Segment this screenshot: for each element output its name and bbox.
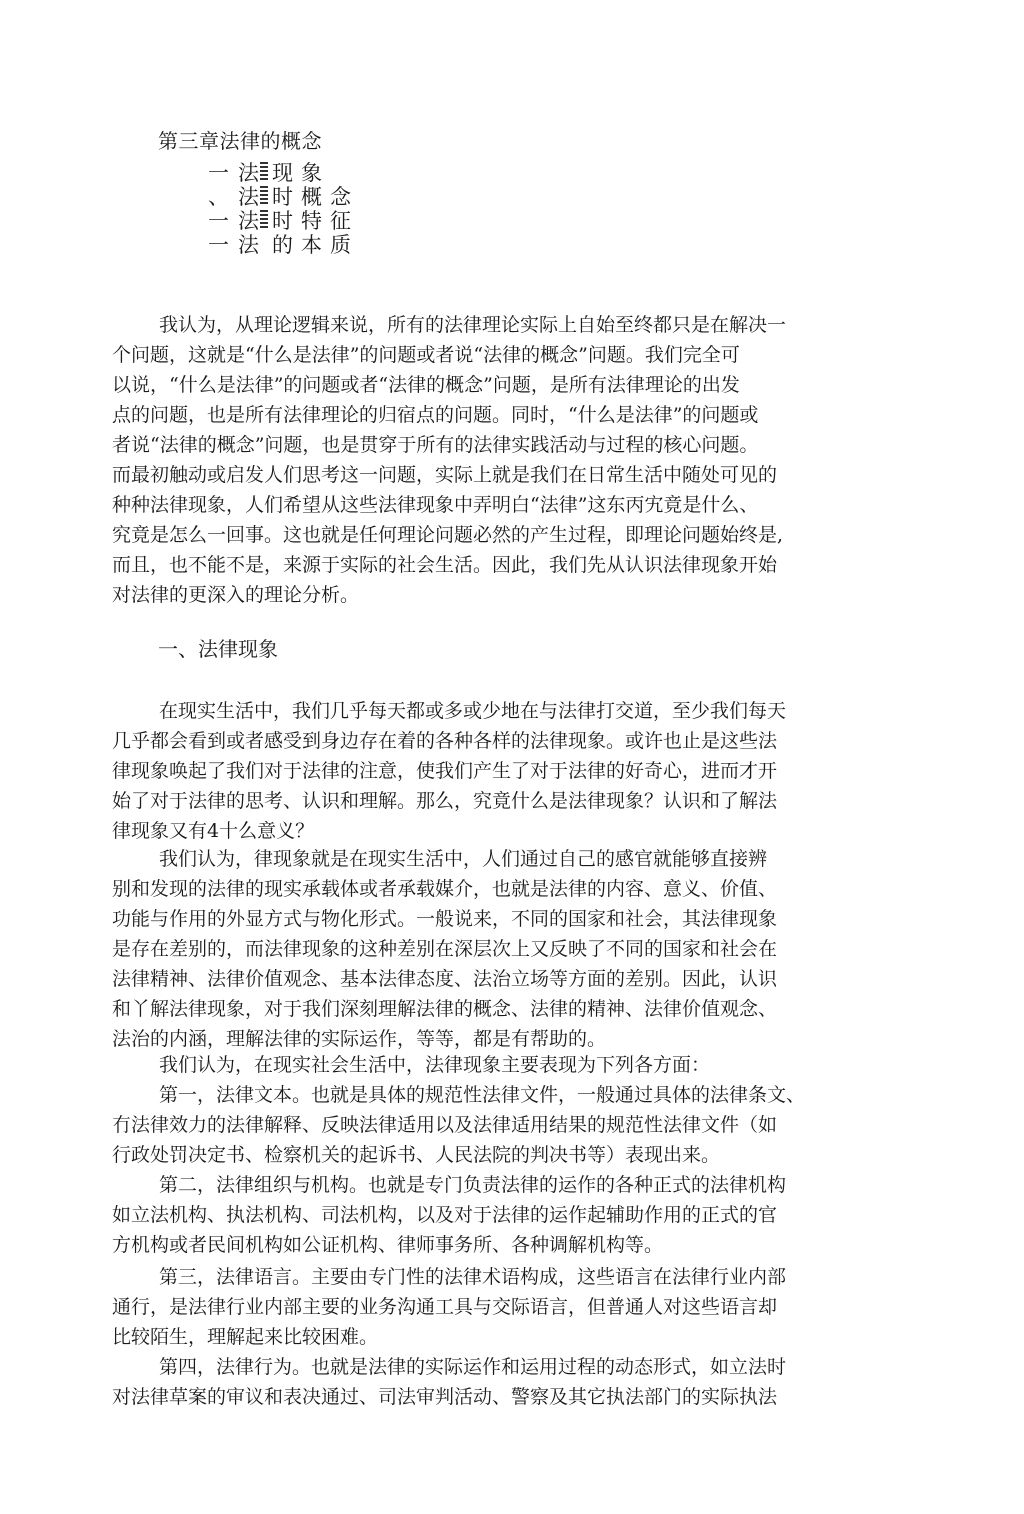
- text-line: 律现象又有4十么意义？: [112, 820, 315, 842]
- outline-item: [208, 232, 359, 256]
- body-paragraph: [112, 1170, 862, 1260]
- text-line: 法治的内涵，理解法律的实际运作，等等，都是有帮助的。: [112, 1028, 607, 1050]
- text-line: 和丫解法律现象，对于我们深刻理解法律的概念、法律的精神、法律价值观念、: [112, 998, 778, 1020]
- outline-prefix: 一: [208, 233, 229, 257]
- text-line: 法律精神、法律价值观念、基本法律态度、法治立场等方面的差别。因此，认识: [112, 968, 778, 990]
- text-line: 通行，是法律行业内部主要的业务沟通工具与交际语言，但普通人对这些语言却: [112, 1296, 778, 1318]
- text-line: 第二，法律组织与机构。也就是专门负责法律的运作的各种正式的法律机构: [159, 1174, 787, 1196]
- outline-law-char: 法: [238, 233, 259, 257]
- text-line: 而最初触动或启发人们思考这一问题，实际上就是我们在日常生活中随处可见的: [112, 464, 778, 486]
- text-line: 别和发现的法律的现实承载体或者承载媒介，也就是法律的内容、意义、价值、: [112, 878, 778, 900]
- text-line: 律现象唤起了我们对于法律的注意，使我们产生了对于法律的好奇心，进而才开: [112, 760, 778, 782]
- text-line: 在现实生活中，我们几乎每天都或多或少地在与法律打交道，至少我们每天: [159, 700, 787, 722]
- scan-artifact-mark: [260, 162, 268, 182]
- text-line: 以说，“什么是法律”的问题或者“法律的概念”问题，是所有法律理论的出发: [112, 374, 740, 396]
- text-line: 如立法机构、执法机构、司法机构，以及对于法律的运作起辅助作用的正式的官: [112, 1204, 778, 1226]
- text-line: 我们认为，在现实社会生活中，法律现象主要表现为下列各方面：: [159, 1054, 711, 1076]
- text-line: 始了对于法律的思考、认识和理解。那么，究竟什么是法律现象？认识和了解法: [112, 790, 778, 812]
- text-line: 行政处罚决定书、检察机关的起诉书、人民法院的判决书等）表现出来。: [112, 1144, 721, 1166]
- outline-prefix: 、: [208, 185, 229, 209]
- scan-artifact-mark: [260, 186, 268, 206]
- text-line: 种种法律现象，人们希望从这些法律现象中弄明白“法律”这东丙宄竟是什么、: [112, 494, 759, 516]
- text-line: 对法律的更深入的理论分析。: [112, 584, 360, 606]
- text-line: 我们认为，律现象就是在现实生活中，人们通过自己的感官就能够直接辨: [159, 848, 768, 870]
- outline-spacer: [260, 234, 268, 254]
- outline-text: 时特征: [272, 209, 359, 233]
- body-paragraph: [112, 844, 862, 1054]
- outline-prefix: 一: [208, 161, 229, 185]
- outline-text: 时概念: [272, 185, 359, 209]
- body-paragraph: [112, 696, 862, 846]
- text-line: 冇法律效力的法律解释、反映法律适用以及法律适用结果的规范性法律文件（如: [112, 1114, 778, 1136]
- chapter-title: 第三章法律的概念: [158, 129, 322, 153]
- body-paragraph: [112, 1352, 862, 1412]
- text-line: 几乎都会看到或者感受到身边存在着的各种各样的法律现象。或许也止是这些法: [112, 730, 778, 752]
- text-line: 对法律草案的审议和表决通过、司法审判活动、警察及其它执法部门的实际执法: [112, 1386, 778, 1408]
- text-line: 者说“法律的概念”问题，也是贯穿于所有的法律实践活动与过程的核心问题。: [112, 434, 759, 456]
- outline-law-char: 法: [238, 209, 259, 233]
- body-paragraph: [112, 1080, 862, 1170]
- text-line: 个问题，这就是“什么是法律”的问题或者说“法律的概念”问题。我们完全可: [112, 344, 740, 366]
- text-line: 究竟是怎么一回事。这也就是任何理论问题必然的产生过程，即理论问题始终是,: [112, 524, 784, 546]
- text-line: 我认为，从理论逻辑来说，所有的法律理论实际上自始至终都只是在解决一: [159, 314, 787, 336]
- outline-text: 现象: [272, 161, 330, 185]
- body-paragraph: [112, 1050, 862, 1080]
- text-line: 是存在差别的，而法律现象的这种差别在深层次上又反映了不同的国家和社会在: [112, 938, 778, 960]
- text-line: 比较陌生，理解起来比较困难。: [112, 1326, 379, 1348]
- chapter-outline: [208, 160, 359, 256]
- text-line: 方机构或者民间机构如公证机构、律师事务所、各种调解机构等。: [112, 1234, 664, 1256]
- outline-text: 的本质: [272, 233, 359, 257]
- intro-paragraph: [112, 310, 862, 610]
- body-paragraph: [112, 1262, 862, 1352]
- outline-law-char: 法: [238, 185, 259, 209]
- text-line: 第一，法律文本。也就是具体的规范性法律文件，一般通过具体的法律条文、: [159, 1084, 806, 1106]
- text-line: 而且，也不能不是，来源于实际的社会生活。因此，我们先从认识法律现象开始: [112, 554, 778, 576]
- section-heading: 一、法律现象: [158, 637, 278, 661]
- text-line: 功能与作用的外显方式与物化形式。一般说来，不同的国家和社会，其法律现象: [112, 908, 778, 930]
- scan-artifact-mark: [260, 210, 268, 230]
- outline-law-char: 法: [238, 161, 259, 185]
- outline-prefix: 一: [208, 209, 229, 233]
- text-line: 第四，法律行为。也就是法律的实际运作和运用过程的动态形式，如立法时: [159, 1356, 787, 1378]
- text-line: 点的问题，也是所有法律理论的归宿点的问题。同时，“什么是法律”的问题或: [112, 404, 759, 426]
- text-line: 第三，法律语言。主要由专门性的法律术语构成，这些语言在法律行业内部: [159, 1266, 787, 1288]
